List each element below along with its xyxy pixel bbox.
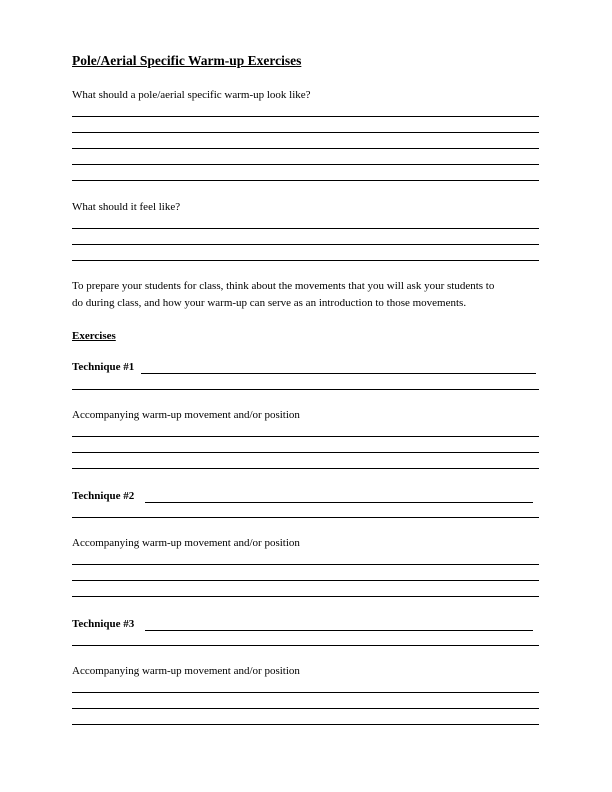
prep-paragraph-line-2: do during class, and how your warm-up can serve as an introduction to those movements. (72, 297, 467, 309)
answer-line (72, 148, 539, 149)
answer-line (72, 452, 539, 453)
answer-line (72, 724, 539, 725)
prep-paragraph-line-1: To prepare your students for class, think about the movements that you will ask your students to (72, 280, 495, 292)
answer-line (72, 596, 539, 597)
technique-1-accompany-label: Accompanying warm-up movement and/or position (72, 409, 300, 421)
answer-line (72, 468, 539, 469)
answer-line (72, 180, 539, 181)
technique-2-name-line (145, 502, 533, 503)
answer-line (72, 164, 539, 165)
answer-line (72, 116, 539, 117)
technique-3-accompany-label: Accompanying warm-up movement and/or position (72, 665, 300, 677)
technique-1-name-line (141, 373, 536, 374)
page-title: Pole/Aerial Specific Warm-up Exercises (72, 53, 302, 68)
answer-line (72, 436, 539, 437)
answer-line (72, 244, 539, 245)
technique-3-name-line (145, 630, 533, 631)
technique-2-label: Technique #2 (72, 490, 135, 502)
answer-line (72, 517, 539, 518)
answer-line (72, 692, 539, 693)
answer-line (72, 228, 539, 229)
answer-line (72, 132, 539, 133)
answer-line (72, 260, 539, 261)
answer-line (72, 564, 539, 565)
technique-2-accompany-label: Accompanying warm-up movement and/or position (72, 537, 300, 549)
technique-3-label: Technique #3 (72, 618, 135, 630)
answer-line (72, 389, 539, 390)
answer-line (72, 645, 539, 646)
exercises-heading: Exercises (72, 330, 116, 342)
answer-line (72, 580, 539, 581)
question-warmup-feel: What should it feel like? (72, 201, 181, 213)
answer-line (72, 708, 539, 709)
question-warmup-look: What should a pole/aerial specific warm-up look like? (72, 89, 311, 101)
technique-1-label: Technique #1 (72, 361, 135, 373)
